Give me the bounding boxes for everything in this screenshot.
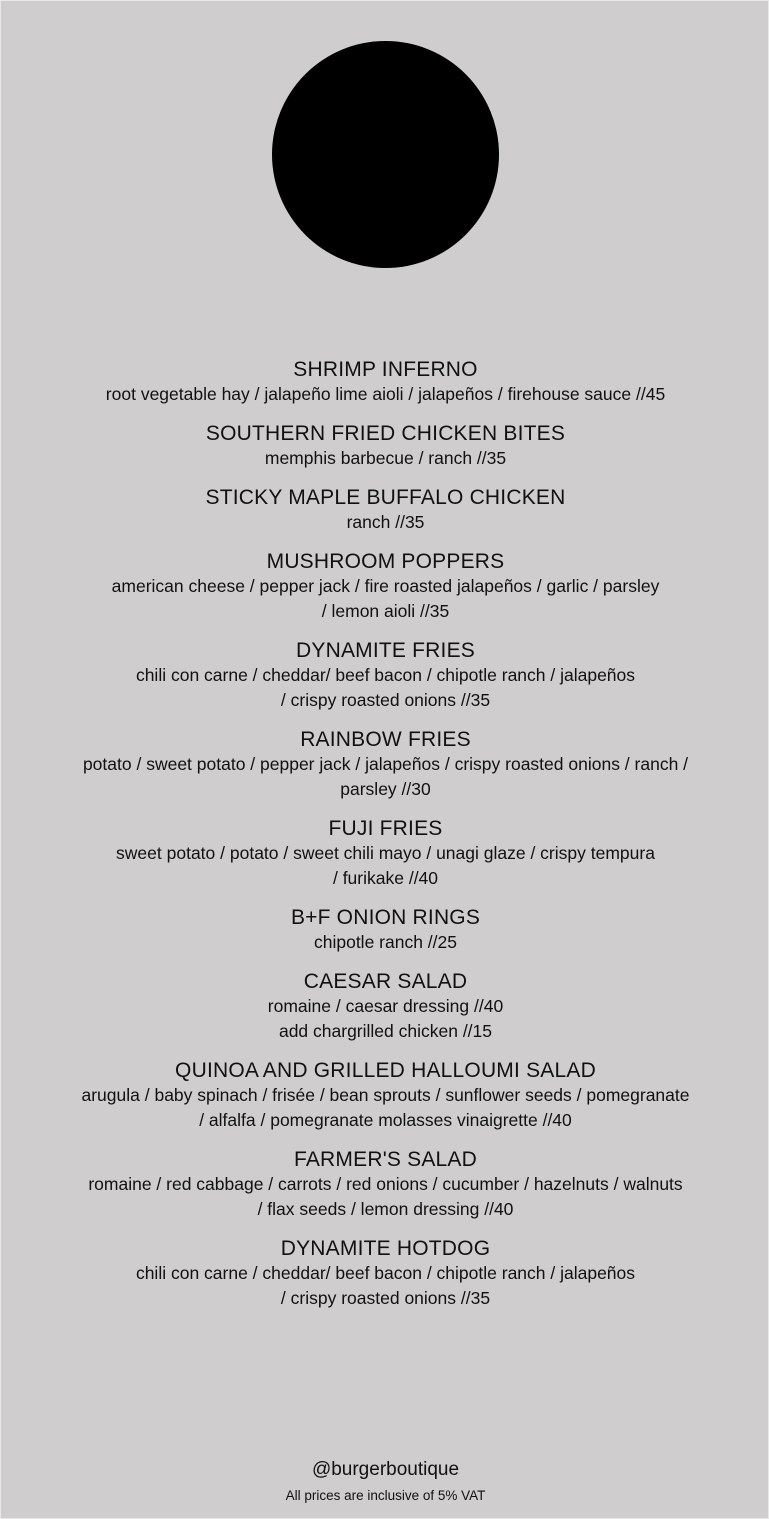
social-handle: @burgerboutique (311, 1459, 460, 1480)
menu-item-description: romaine / caesar dressing //40 (267, 996, 504, 1016)
menu-item (1, 485, 769, 535)
footer (1, 1457, 769, 1506)
menu-item-title: SOUTHERN FRIED CHICKEN BITES (205, 422, 566, 445)
menu-item (1, 727, 769, 802)
menu-item-description: add chargrilled chicken //15 (278, 1021, 493, 1041)
menu-item-description: / crispy roasted onions //35 (280, 1288, 491, 1308)
menu-item (1, 357, 769, 407)
menu-item-description: root vegetable hay / jalapeño lime aioli / jalapeños / firehouse sauce //45 (105, 384, 666, 404)
menu-item-description: memphis barbecue / ranch //35 (264, 448, 507, 468)
menu-item-description: sweet potato / potato / sweet chili mayo / unagi glaze / crispy tempura (116, 843, 655, 863)
menu-item-title: DYNAMITE HOTDOG (280, 1237, 491, 1260)
menu-item-title: STICKY MAPLE BUFFALO CHICKEN (205, 486, 566, 509)
vat-note: All prices are inclusive of 5% VAT (285, 1488, 486, 1503)
menu-item-title: B+F ONION RINGS (290, 906, 481, 929)
menu-item-description: chili con carne / cheddar/ beef bacon / chipotle ranch / jalapeños (135, 1263, 636, 1283)
menu-item (1, 969, 769, 1044)
menu-item-description: / crispy roasted onions //35 (280, 690, 491, 710)
menu-item-description: american cheese / pepper jack / fire roasted jalapeños / garlic / parsley (111, 576, 660, 596)
menu-item-title: FUJI FRIES (328, 817, 443, 840)
menu-item (1, 421, 769, 471)
menu-item-description: / furikake //40 (332, 868, 439, 888)
menu-item-title: FARMER'S SALAD (293, 1148, 478, 1171)
menu-item-description: / lemon aioli //35 (321, 601, 450, 621)
menu-item-description: romaine / red cabbage / carrots / red onions / cucumber / hazelnuts / walnuts (88, 1174, 683, 1194)
menu-item-title: DYNAMITE FRIES (296, 639, 475, 662)
menu-list (1, 357, 769, 1325)
menu-item (1, 1058, 769, 1133)
menu-item (1, 1236, 769, 1311)
menu-item-title: SHRIMP INFERNO (293, 358, 478, 381)
menu-item (1, 905, 769, 955)
menu-item-title: CAESAR SALAD (303, 970, 468, 993)
menu-item-title: QUINOA AND GRILLED HALLOUMI SALAD (175, 1059, 596, 1082)
menu-item (1, 816, 769, 891)
menu-item (1, 638, 769, 713)
menu-item-description: arugula / baby spinach / frisée / bean sprouts / sunflower seeds / pomegranate (81, 1085, 690, 1105)
logo-circle (272, 41, 499, 268)
menu-item-description: chili con carne / cheddar/ beef bacon / chipotle ranch / jalapeños (135, 665, 636, 685)
menu-item (1, 549, 769, 624)
menu-item-description: ranch //35 (346, 512, 425, 532)
menu-item (1, 1147, 769, 1222)
menu-item-title: RAINBOW FRIES (300, 728, 471, 751)
menu-item-description: / alfalfa / pomegranate molasses vinaigrette //40 (199, 1110, 572, 1130)
menu-item-description: / flax seeds / lemon dressing //40 (257, 1199, 514, 1219)
menu-item-description: parsley //30 (340, 779, 431, 799)
menu-item-description: chipotle ranch //25 (313, 932, 457, 952)
menu-item-description: potato / sweet potato / pepper jack / jalapeños / crispy roasted onions / ranch / (82, 754, 689, 774)
menu-item-title: MUSHROOM POPPERS (266, 550, 505, 573)
